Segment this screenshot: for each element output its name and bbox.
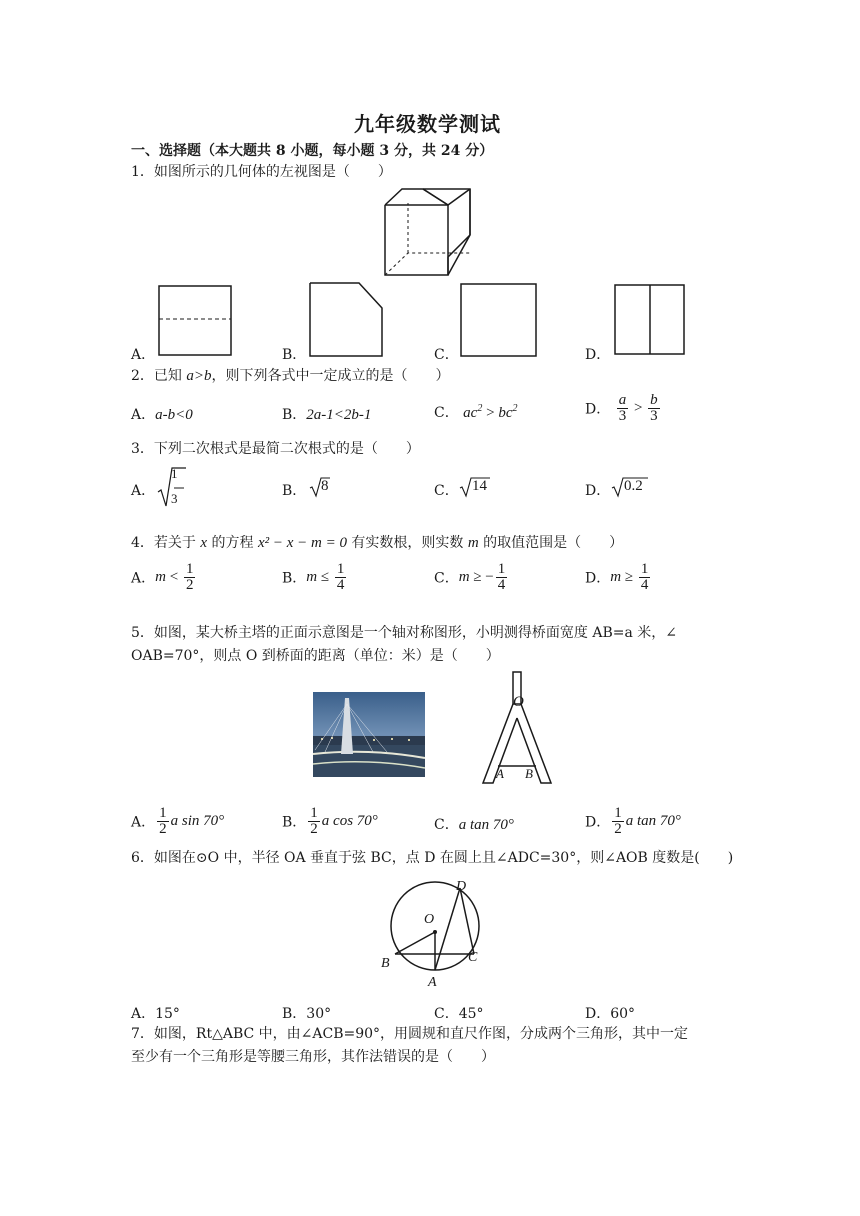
section-heading: 一、选择题（本大题共 8 小题，每小题 3 分，共 24 分） <box>131 143 494 159</box>
q5-option-a: A． $\frac{1}{2}$ a sin 70° <box>131 805 225 837</box>
question-3-stem: 3．下列二次根式是最简二次根式的是（ ） <box>131 441 420 457</box>
question-7-stem-line-1: 7．如图，Rt△ABC 中，由∠ACB=90°，用圆规和直尺作图，分成两个三角形，其中一定 <box>131 1026 689 1042</box>
q6-label-a: A <box>428 975 437 990</box>
q2-option-d: D． $\frac{a}{3}$ > $\frac{b}{3}$ <box>585 392 658 424</box>
q6-option-d: D．60° <box>585 1006 636 1022</box>
q1-option-d-figure <box>614 284 686 356</box>
q2-option-b: B．2a-1<2b-1 <box>282 407 372 423</box>
question-7-stem-line-2: 至少有一个三角形是等腰三角形，其作法错误的是（ ） <box>131 1049 495 1065</box>
q1-solid-figure <box>380 183 475 278</box>
q3-option-b-label: B． <box>282 483 307 499</box>
question-2-stem: 2．已知 a>b，则下列各式中一定成立的是（ ） <box>131 368 450 384</box>
q5-tower-diagram <box>480 670 556 786</box>
q1-option-a-figure <box>158 285 234 357</box>
q5-label-b: B <box>525 766 533 781</box>
q3-option-c-label: C． <box>434 483 459 499</box>
q5-option-b: B． $\frac{1}{2}$ a cos 70° <box>282 805 378 837</box>
q1-option-b-label: B． <box>282 347 307 363</box>
q6-label-o: O <box>424 912 435 927</box>
q1-option-d-label: D． <box>585 347 611 363</box>
question-5-stem-line-2: OAB=70°，则点 O 到桥面的距离（单位：米）是（ ） <box>131 648 500 664</box>
q5-option-d: D． $\frac{1}{2}$ a tan 70° <box>585 805 681 837</box>
question-5-stem-line-1: 5．如图，某大桥主塔的正面示意图是一个轴对称图形，小明测得桥面宽度 AB=a 米，∠ <box>131 625 678 641</box>
q1-option-c-label: C． <box>434 347 459 363</box>
q6-label-d: D <box>456 879 467 894</box>
question-6-stem: 6．如图在⊙O 中，半径 OA 垂直于弦 BC，点 D 在圆上且∠ADC=30°，则∠AOB 度数是( ) <box>131 850 734 866</box>
q6-label-b: B <box>381 956 390 971</box>
q3-option-a-label: A． <box>131 483 156 499</box>
q1-option-c-figure <box>460 283 538 358</box>
q6-option-a: A．15° <box>131 1006 180 1022</box>
q6-label-c: C <box>468 950 478 965</box>
q4-option-a: A．m < $\frac{1}{2}$ <box>131 561 194 593</box>
q4-option-d: D．m ≥ $\frac{1}{4}$ <box>585 561 649 593</box>
question-1-stem: 1．如图所示的几何体的左视图是（ ） <box>131 164 392 180</box>
q1-option-b-figure <box>309 282 385 358</box>
q2-option-a: A．a-b<0 <box>131 407 193 423</box>
question-4-stem: 4．若关于 x 的方程 x² − x − m = 0 有实数根，则实数 m 的取值范围是（ ） <box>131 535 624 551</box>
page-title: 九年级数学测试 <box>354 112 501 136</box>
q3-option-d-label: D． <box>585 483 611 499</box>
q3-option-c-radicand: 14 <box>472 478 487 494</box>
q5-option-c: C．a tan 70° <box>434 817 514 833</box>
q3-option-b-radicand: 8 <box>321 478 329 494</box>
q6-option-c: C．45° <box>434 1006 484 1022</box>
q4-option-c: C．m ≥ − $\frac{1}{4}$ <box>434 561 506 593</box>
q6-option-b: B．30° <box>282 1006 332 1022</box>
q3-option-a-num: 1 <box>171 466 178 481</box>
q5-label-a: A <box>496 766 504 781</box>
q1-option-a-label: A． <box>131 347 156 363</box>
q3-option-d-radicand: 0.2 <box>624 478 643 494</box>
q5-label-o: O <box>513 694 524 710</box>
q4-option-b: B．m ≤ $\frac{1}{4}$ <box>282 561 345 593</box>
q5-bridge-photo <box>313 692 425 777</box>
q2-option-c: C． $ac^2 > bc^2$ <box>434 403 518 421</box>
q3-option-a-den: 3 <box>171 491 178 506</box>
